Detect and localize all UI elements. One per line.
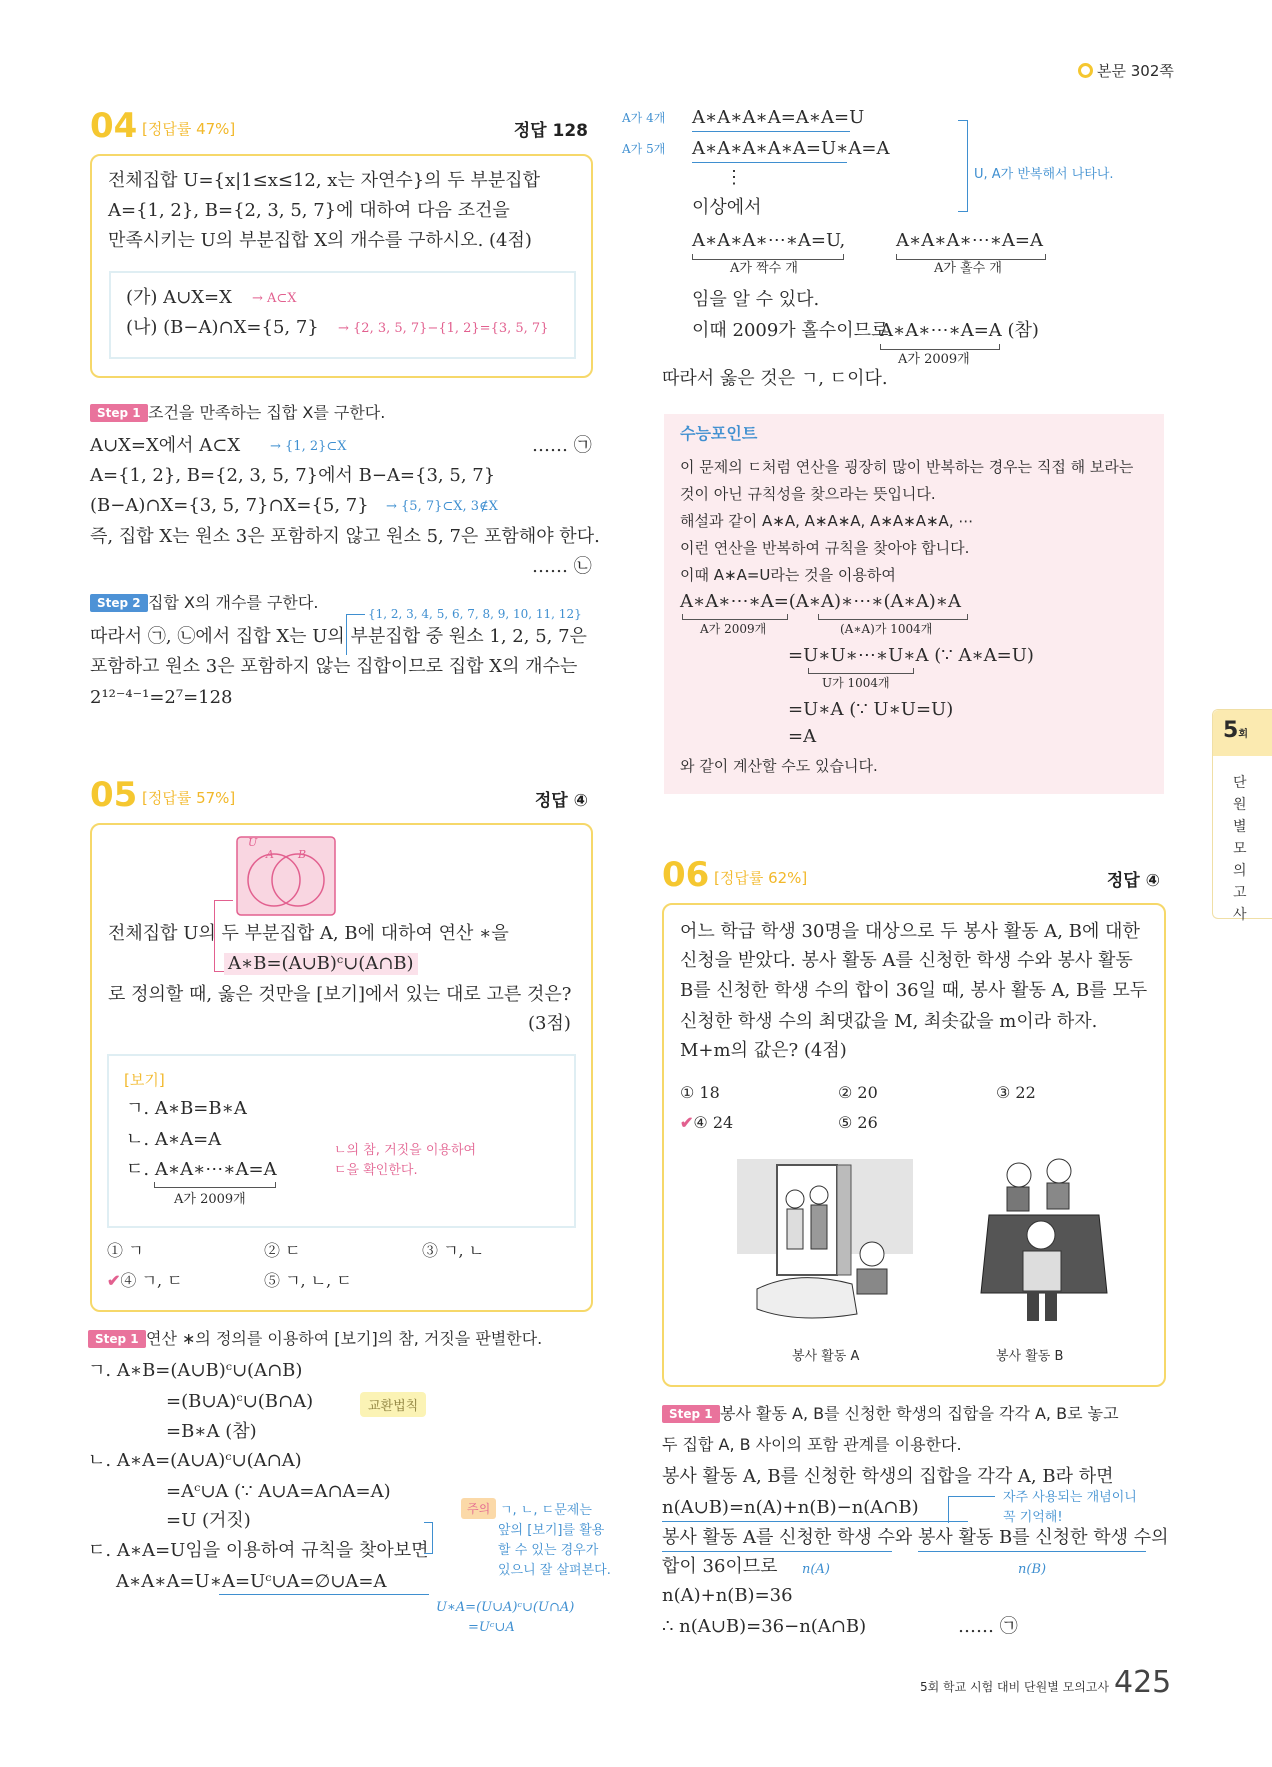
caution-arrow (424, 1522, 433, 1554)
underbrace (880, 344, 1000, 350)
point-formula: =U∗A (∵ U∗U=U) (788, 699, 954, 720)
illustration-caption: 봉사 활동 A (792, 1349, 860, 1364)
bogi-item: ㄷ. A∗A∗⋯∗A=A (126, 1159, 277, 1180)
tab-label: 단원별모의고사 (1233, 775, 1247, 923)
question-line: 전체집합 U={x|1≤x≤12, x는 자연수}의 두 부분집합 (108, 170, 540, 191)
question-line: 전체집합 U의 두 부분집합 A, B에 대하여 연산 ∗을 (108, 923, 509, 944)
choice-5[interactable]: ⑤ 26 (838, 1113, 878, 1132)
question-line: 어느 학급 학생 30명을 대상으로 두 봉사 활동 A, B에 대한 (680, 921, 1140, 942)
bogi-item: ㄱ. A∗B=B∗A (126, 1098, 247, 1119)
final-prefix: 이때 2009가 홀수이므로 (692, 320, 889, 341)
underbrace (808, 668, 914, 674)
solution-line: 이상에서 (692, 197, 762, 218)
question-points: (3점) (528, 1013, 571, 1034)
step-title: 조건을 만족하는 집합 X를 구한다. (148, 403, 386, 422)
odd-expression: A∗A∗A∗⋯∗A=A (896, 230, 1044, 251)
choice-2[interactable]: ② 20 (838, 1083, 878, 1102)
condition-b: (나) (B−A)∩X={5, 7} (126, 317, 319, 338)
solution-line: n(A)+n(B)=36 (662, 1585, 793, 1606)
question-number: 04 (90, 106, 138, 146)
concept-note: 자주 사용되는 개념이니 (1003, 1490, 1137, 1505)
underbrace (818, 614, 968, 620)
underline (692, 162, 847, 163)
underline (918, 1551, 1146, 1552)
solution-line: 봉사 활동 A를 신청한 학생 수와 봉사 활동 B를 신청한 학생 수의 (662, 1527, 1169, 1548)
brace-label: U가 1004개 (822, 676, 890, 690)
solution-line: A∗A∗A=U∗A=Uᶜ∪A=∅∪A=A (116, 1571, 387, 1592)
step-badge: Step 1 (90, 404, 148, 422)
correct-rate: [정답률 47%] (142, 120, 236, 138)
caution-text: 있으니 잘 살펴본다. (498, 1563, 611, 1578)
caution-text: 앞의 [보기]를 활용 (498, 1523, 605, 1538)
solution-note: {1, 2, 3, 4, 5, 6, 7, 8, 9, 10, 11, 12} (368, 607, 582, 621)
solution-line: 합이 36이므로 (662, 1556, 778, 1577)
step-badge: Step 2 (90, 594, 148, 612)
solution-line: ㄴ. A∗A=(A∪A)ᶜ∪(A∩A) (88, 1450, 302, 1471)
point-line: 해설과 같이 A∗A, A∗A∗A, A∗A∗A∗A, ⋯ (680, 512, 974, 530)
caution-text: 할 수 있는 경우가 (498, 1543, 599, 1558)
brace-label: A가 짝수 개 (730, 261, 798, 276)
solution-line: =B∗A (참) (166, 1421, 257, 1442)
check-mark-icon: ✔ (680, 1113, 694, 1132)
choice-4-selected[interactable] (107, 1270, 183, 1292)
bogi-note: ㄷ을 확인한다. (334, 1163, 418, 1178)
underbrace (682, 614, 788, 620)
circled-mark: …… ㉠ (532, 435, 592, 456)
illustration-activity-b (979, 1153, 1115, 1329)
step-badge: Step 1 (88, 1330, 146, 1348)
venn-label-u: U (248, 836, 258, 849)
point-formula: =U∗U∗⋯∗U∗A (∵ A∗A=U) (788, 645, 1034, 666)
even-expression: A∗A∗A∗⋯∗A=U, (692, 230, 846, 251)
solution-line: 따라서 ㉠, ㉡에서 집합 X는 U의 부분집합 중 원소 1, 2, 5, 7은 (90, 626, 587, 647)
point-line: 것이 아닌 규칙성을 찾으라는 뜻입니다. (680, 485, 936, 503)
count-label: A가 4개 (622, 111, 666, 125)
circled-mark: …… ㉡ (532, 556, 592, 577)
solution-line: =Aᶜ∪A (∵ A∪A=A∩A=A) (166, 1481, 391, 1502)
underline (692, 131, 850, 132)
step-title: 연산 ∗의 정의를 이용하여 [보기]의 참, 거짓을 판별한다. (146, 1329, 543, 1348)
conclusion: 따라서 옳은 것은 ㄱ, ㄷ이다. (662, 368, 888, 389)
question-line: B를 신청한 학생 수의 합이 36일 때, 봉사 활동 A, B를 모두 (680, 980, 1148, 1001)
page-reference (1078, 60, 1174, 82)
page-reference-text: 본문 302쪽 (1097, 62, 1174, 80)
solution-line: (B−A)∩X={3, 5, 7}∩X={5, 7} (90, 495, 369, 516)
caution-badge: 주의 (461, 1498, 496, 1519)
solution-line: 즉, 집합 X는 원소 3은 포함하지 않고 원소 5, 7은 포함해야 한다. (90, 526, 600, 547)
underbrace (896, 254, 1046, 260)
question-number: 05 (90, 775, 138, 815)
solution-line: n(A∪B)=n(A)+n(B)−n(A∩B) (662, 1497, 919, 1518)
final-expression: A∗A∗⋯∗A=A (참) (880, 320, 1039, 341)
illustration-caption: 봉사 활동 B (996, 1349, 1064, 1364)
nb-label: n(B) (1018, 1562, 1047, 1577)
point-line: 이때 A∗A=U라는 것을 이용하여 (680, 566, 896, 584)
chapter-side-tab[interactable] (1212, 709, 1272, 923)
ua-note: =Uᶜ∪A (468, 1620, 515, 1635)
brace-label: A가 2009개 (898, 352, 970, 367)
choice-1[interactable]: ① ㄱ (107, 1241, 144, 1260)
concept-note: 꼭 기억해! (1003, 1510, 1063, 1525)
choice-2[interactable]: ② ㄷ (264, 1241, 301, 1260)
footer-title: 5회 학교 시험 대비 단원별 모의고사 (920, 1680, 1109, 1694)
point-title: 수능포인트 (680, 424, 758, 443)
condition-note: → {2, 3, 5, 7}−{1, 2}={3, 5, 7} (338, 321, 549, 336)
count-label: A가 5개 (622, 142, 666, 156)
check-mark-icon: ✔ (107, 1271, 121, 1290)
solution-line: A={1, 2}, B={2, 3, 5, 7}에서 B−A={3, 5, 7} (90, 465, 496, 486)
definition-formula: A∗B=(A∪B)ᶜ∪(A∩B) (224, 953, 418, 975)
answer-label: 정답 ④ (534, 791, 588, 811)
conditions-box (109, 271, 576, 359)
step-title-cont: 두 집합 A, B 사이의 포함 관계를 이용한다. (662, 1435, 962, 1454)
brace-label: A가 홀수 개 (934, 261, 1002, 276)
correct-rate: [정답률 57%] (142, 789, 236, 807)
point-line: 이런 연산을 반복하여 규칙을 찾아야 합니다. (680, 539, 970, 557)
solution-line: =(B∪A)ᶜ∪(B∩A) (166, 1391, 314, 1412)
question-number: 06 (662, 855, 710, 895)
choice-label: ④ ㄱ, ㄷ (120, 1271, 183, 1290)
step-badge: Step 1 (662, 1405, 720, 1423)
bracket-note: U, A가 반복해서 나타나. (974, 167, 1114, 182)
solution-line: 2¹²⁻⁴⁻¹=2⁷=128 (90, 687, 233, 708)
caution-text: ㄱ, ㄴ, ㄷ문제는 (500, 1503, 592, 1518)
point-line: 이 문제의 ㄷ처럼 연산을 굉장히 많이 반복하는 경우는 직접 해 보라는 (680, 458, 1134, 476)
choice-3[interactable]: ③ ㄱ, ㄴ (422, 1241, 485, 1260)
circle-bullet-icon (1078, 63, 1093, 78)
venn-label-a: A (266, 848, 274, 861)
condition-note: → A⊂X (252, 291, 297, 306)
underbrace (692, 254, 844, 260)
solution-line: A∗A∗A∗A∗A=U∗A=A (692, 138, 890, 159)
ua-note: U∗A=(U∪A)ᶜ∪(U∩A) (436, 1600, 575, 1615)
page-number: 425 (1114, 1665, 1172, 1700)
underbrace (154, 1182, 276, 1188)
solution-line: A∪X=X에서 A⊂X (90, 435, 241, 456)
venn-diagram (236, 836, 336, 916)
point-line: 와 같이 계산할 수도 있습니다. (680, 757, 878, 775)
question-line: 만족시키는 U의 부분집합 X의 개수를 구하시오. (4점) (108, 230, 532, 251)
solution-line: A∗A∗A∗A=A∗A=U (692, 107, 865, 128)
vertical-dots: ⋮ (725, 167, 743, 188)
question-line: 신청한 학생 수의 최댓값을 M, 최솟값을 m이라 하자. (680, 1011, 1098, 1032)
bogi-note: ㄴ의 참, 거짓을 이용하여 (334, 1143, 477, 1158)
point-formula: A∗A∗⋯∗A=(A∗A)∗⋯∗(A∗A)∗A (680, 591, 962, 612)
round-label (1213, 710, 1272, 756)
question-line: 신청을 받았다. 봉사 활동 A를 신청한 학생 수와 봉사 활동 (680, 950, 1133, 971)
brace-label: A가 2009개 (174, 1192, 246, 1207)
circled-mark: …… ㉠ (958, 1616, 1018, 1637)
solution-line: 포함하고 원소 3은 포함하지 않는 집합이므로 집합 X의 개수는 (90, 656, 578, 677)
bogi-item: ㄴ. A∗A=A (126, 1129, 222, 1150)
underline (662, 1551, 892, 1552)
solution-note: → {5, 7}⊂X, 3∉X (386, 499, 498, 514)
solution-line: ∴ n(A∪B)=36−n(A∩B) (662, 1616, 867, 1637)
solution-line: ㄷ. A∗A=U임을 이용하여 규칙을 찾아보면 (88, 1540, 429, 1561)
bracket (958, 120, 968, 212)
condition-a: (가) A∪X=X (126, 287, 232, 308)
correct-rate: [정답률 62%] (714, 869, 808, 887)
round-number: 5 (1223, 718, 1239, 743)
round-suffix: 회 (1238, 729, 1248, 740)
choice-4-selected[interactable] (680, 1112, 733, 1134)
brace-label: A가 2009개 (700, 622, 767, 636)
solution-line: =U (거짓) (166, 1510, 251, 1531)
venn-label-b: B (298, 848, 307, 861)
answer-label: 정답 ④ (1106, 871, 1160, 891)
solution-line: 봉사 활동 A, B를 신청한 학생의 집합을 각각 A, B라 하면 (662, 1466, 1114, 1487)
underline (662, 1521, 968, 1522)
commutative-note: 교환법칙 (360, 1392, 426, 1417)
bogi-title: [보기] (124, 1071, 165, 1089)
step-title: 집합 X의 개수를 구한다. (148, 593, 319, 612)
choice-5[interactable]: ⑤ ㄱ, ㄴ, ㄷ (264, 1271, 352, 1290)
brace-label: (A∗A)가 1004개 (840, 622, 933, 636)
na-label: n(A) (802, 1562, 830, 1577)
question-line: 로 정의할 때, 옳은 것만을 [보기]에서 있는 대로 고른 것은? (108, 984, 572, 1005)
ua-note-arrow (219, 1594, 429, 1609)
note-arrow (948, 1496, 995, 1523)
point-formula: =A (788, 726, 817, 747)
question-line: A={1, 2}, B={2, 3, 5, 7}에 대하여 다음 조건을 (108, 200, 510, 221)
solution-line: 임을 알 수 있다. (692, 289, 820, 310)
solution-line: ㄱ. A∗B=(A∪B)ᶜ∪(A∩B) (88, 1360, 303, 1381)
answer-label: 정답 128 (513, 121, 588, 141)
illustration-activity-a (737, 1159, 913, 1329)
choice-1[interactable]: ① 18 (680, 1083, 720, 1102)
choice-label: ④ 24 (693, 1113, 734, 1132)
question-line: M+m의 값은? (4점) (680, 1040, 847, 1061)
step-title: 봉사 활동 A, B를 신청한 학생의 집합을 각각 A, B로 놓고 (720, 1404, 1119, 1423)
solution-note: → {1, 2}⊂X (270, 439, 347, 454)
choice-3[interactable]: ③ 22 (996, 1083, 1036, 1102)
